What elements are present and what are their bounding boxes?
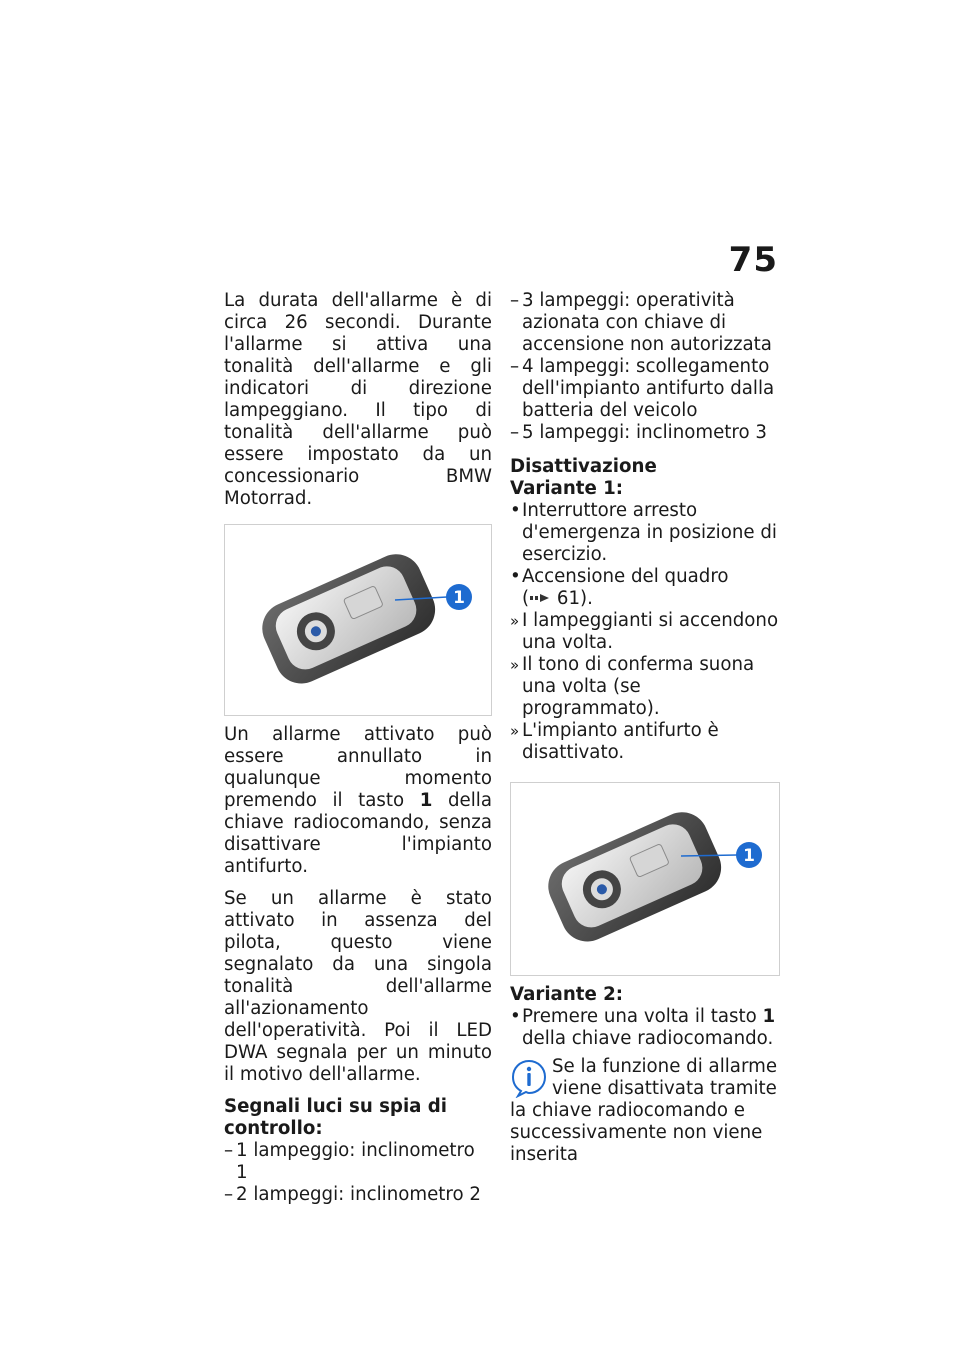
page-reference: ( 61). (522, 588, 593, 609)
key-fob-illustration (225, 525, 491, 715)
variant2-heading: Variante 2: (510, 984, 624, 1005)
note-line-2: viene disattivata tramite (552, 1078, 777, 1099)
alarm-duration-paragraph: La durata dell'allarme è di circa 26 secondi. Durante l'allarme si attiva una tonalità dell'allarme e gli indicatori di direzione lampeggiano. Il tipo di tonalità dell'allarme può essere impostato da un concessionario BMW Motorrad. (224, 290, 492, 509)
variant2-steps (510, 1006, 782, 1050)
list-item: – 1 lampeggio: inclinometro 1 (224, 1140, 492, 1184)
callout-number: 1 (743, 846, 755, 866)
variant2-text-b: della chiave radiocomando. (522, 1028, 774, 1049)
list-item: – 3 lampeggi: operatività azionata con chiave di accensione non autorizzata (510, 290, 782, 356)
note-line-1: Se la funzione di allarme (552, 1056, 778, 1077)
cancel-alarm-text-a: Un allarme attivato può essere annullato in qualunque momento premendo il tasto (224, 724, 492, 811)
list-item: » I lampeggianti si accendono una volta. (510, 610, 782, 654)
list-item: – 5 lampeggi: inclinometro 3 (510, 422, 782, 444)
variant1-steps (510, 500, 782, 610)
key-reference: 1 (419, 790, 433, 811)
list-item (510, 566, 782, 610)
ignition-step-text: Accensione del quadro (522, 566, 729, 587)
variant2-text-a: Premere una volta il tasto (522, 1006, 757, 1027)
info-icon (510, 1058, 548, 1098)
cancel-alarm-text-b: della chiave radiocomando, senza disattivare l'impianto antifurto. (224, 790, 492, 877)
deactivation-heading: Disattivazione (510, 456, 657, 477)
list-item: » L'impianto antifurto è disattivato. (510, 720, 782, 764)
callout-number: 1 (453, 588, 465, 608)
list-item: • Interruttore arresto d'emergenza in posizione di esercizio. (510, 500, 782, 566)
absent-rider-paragraph: Se un allarme è stato attivato in assenza del pilota, questo viene segnalato da una singola tonalità dell'allarme all'azionamento dell'operatività. Poi il LED DWA segnala per un minuto il motivo dell'allarme. (224, 888, 492, 1085)
key-fob-figure-right (510, 782, 780, 976)
note-text: la chiave radiocomando e successivamente non viene inserita (510, 1100, 763, 1165)
signals-heading: Segnali luci su spia di controllo: (224, 1096, 448, 1139)
page-number: 75 (728, 240, 778, 280)
cancel-alarm-paragraph (224, 724, 492, 878)
list-item: » Il tono di conferma suona una volta (se programmato). (510, 654, 782, 720)
key-fob-figure-left (224, 524, 492, 716)
variant1-results (510, 610, 782, 764)
variant1-heading: Variante 1: (510, 478, 624, 499)
info-note (510, 1056, 782, 1166)
page-reference-number: 61). (556, 588, 593, 609)
key-reference: 1 (762, 1006, 776, 1027)
list-item: – 2 lampeggi: inclinometro 2 (224, 1184, 492, 1206)
reference-arrow-icon (529, 591, 551, 605)
signals-list (224, 1140, 492, 1206)
left-column (224, 290, 492, 1206)
key-fob-illustration (511, 783, 779, 975)
signals-list-continued (510, 290, 782, 444)
right-column (510, 290, 782, 1166)
list-item: – 4 lampeggi: scollegamento dell'impianto antifurto dalla batteria del veicolo (510, 356, 782, 422)
list-item (510, 1006, 782, 1050)
